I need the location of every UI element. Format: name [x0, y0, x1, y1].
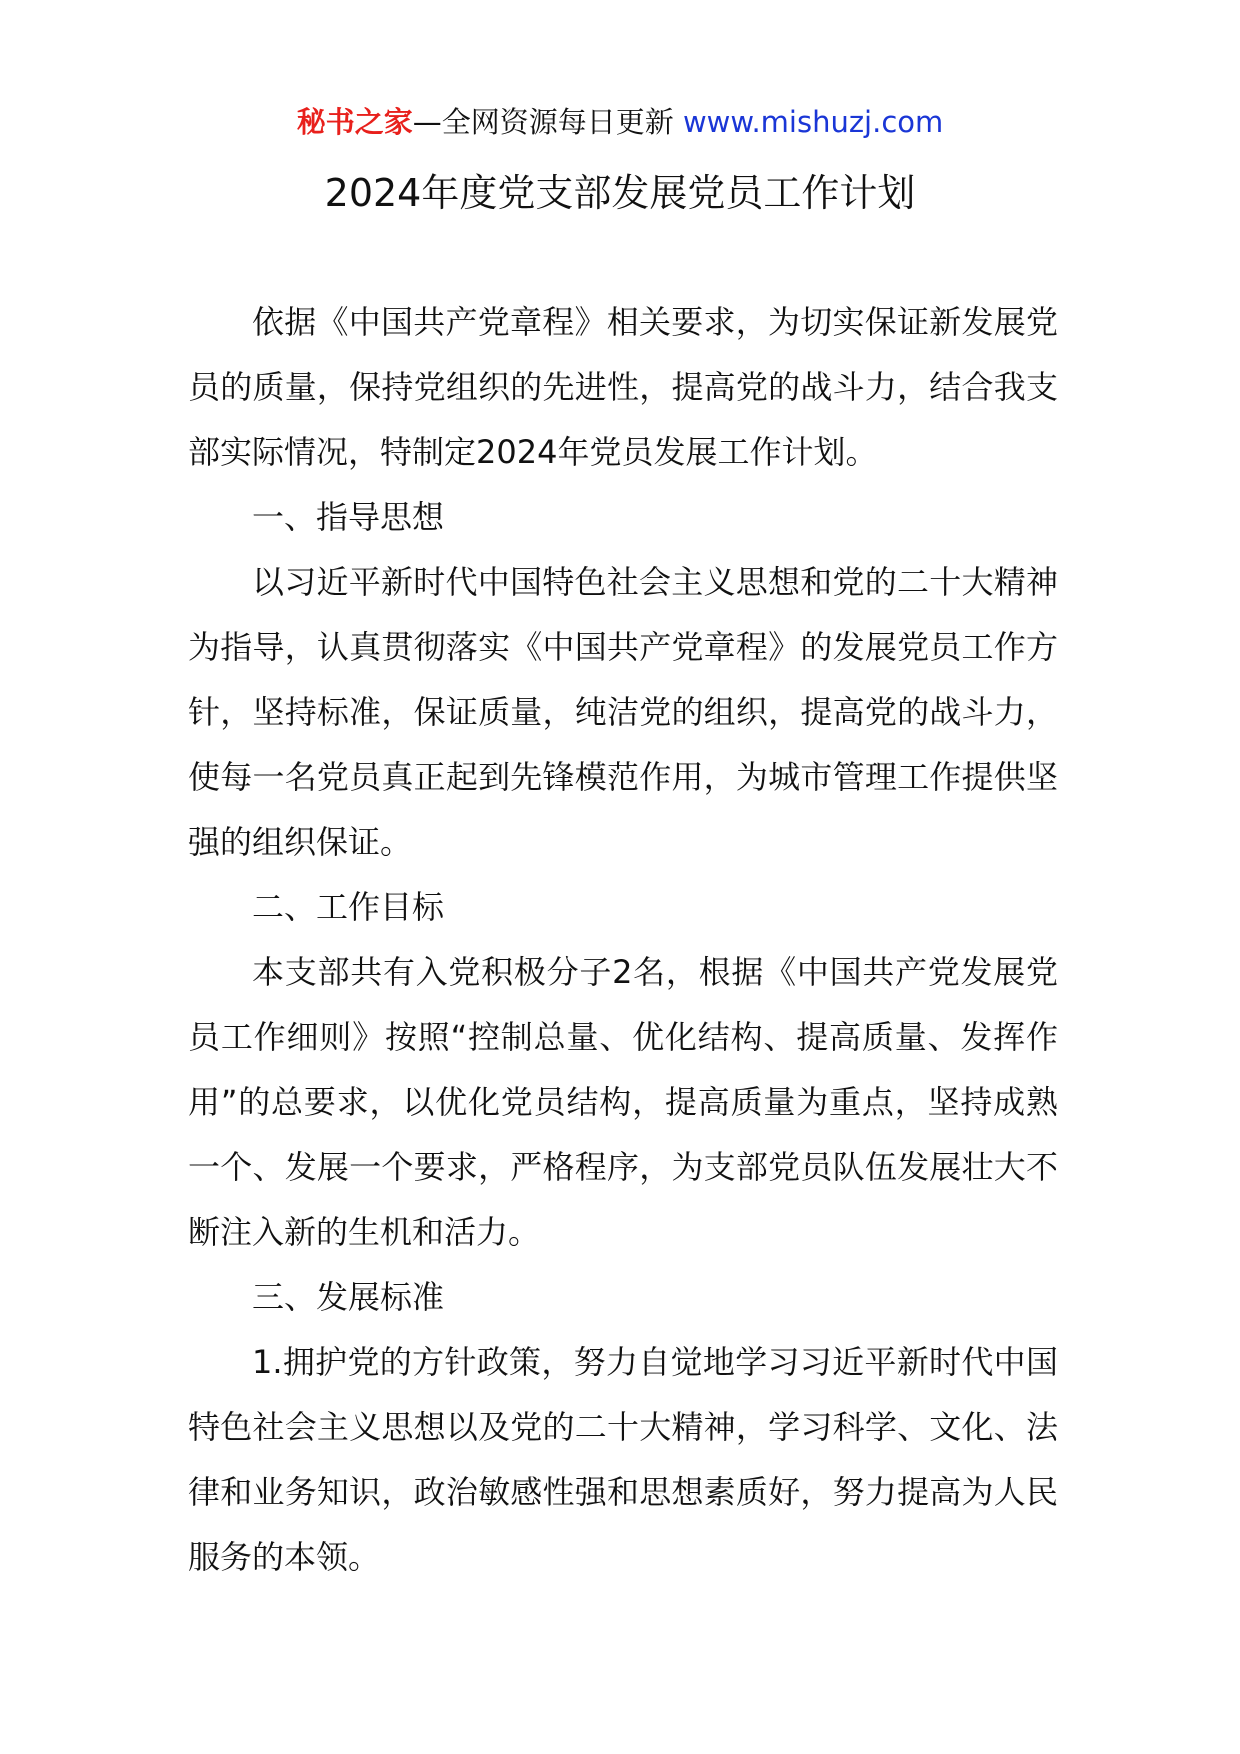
section-heading-guiding-ideology: 一、指导思想 [252, 498, 445, 536]
work-goals-paragraph: 本支部共有入党积极分子2名，根据《中国共产党发展党员工作细则》按照“控制总量、优化结构、提高质量、发挥作用”的总要求，以优化党员结构，提高质量为重点，坚持成熟一个、发展一个要求，严格程序，为支部党员队伍发展壮大不断注入新的生机和活力。 [188, 953, 1058, 1251]
intro-paragraph: 依据《中国共产党章程》相关要求，为切实保证新发展党员的质量，保持党组织的先进性，提高党的战斗力，结合我支部实际情况，特制定2024年党员发展工作计划。 [188, 303, 1058, 471]
section-heading-development-standards: 三、发展标准 [252, 1278, 445, 1316]
site-url-link[interactable]: www.mishuzj.com [682, 105, 944, 139]
site-header [0, 100, 1240, 144]
development-standard-item-1: 1.拥护党的方针政策，努力自觉地学习习近平新时代中国特色社会主义思想以及党的二十大精神，学习科学、文化、法律和业务知识，政治敏感性强和思想素质好，努力提高为人民服务的本领。 [188, 1343, 1058, 1576]
brand-name: 秘书之家 [296, 105, 413, 139]
document-body [188, 290, 1058, 1590]
document-title: 2024年度党支部发展党员工作计划 [324, 171, 916, 215]
header-tagline: —全网资源每日更新 [412, 105, 683, 139]
guiding-ideology-paragraph: 以习近平新时代中国特色社会主义思想和党的二十大精神为指导，认真贯彻落实《中国共产党章程》的发展党员工作方针，坚持标准，保证质量，纯洁党的组织，提高党的战斗力，使每一名党员真正起到先锋模范作用，为城市管理工作提供坚强的组织保证。 [188, 563, 1058, 861]
section-heading-work-goals: 二、工作目标 [252, 888, 445, 926]
